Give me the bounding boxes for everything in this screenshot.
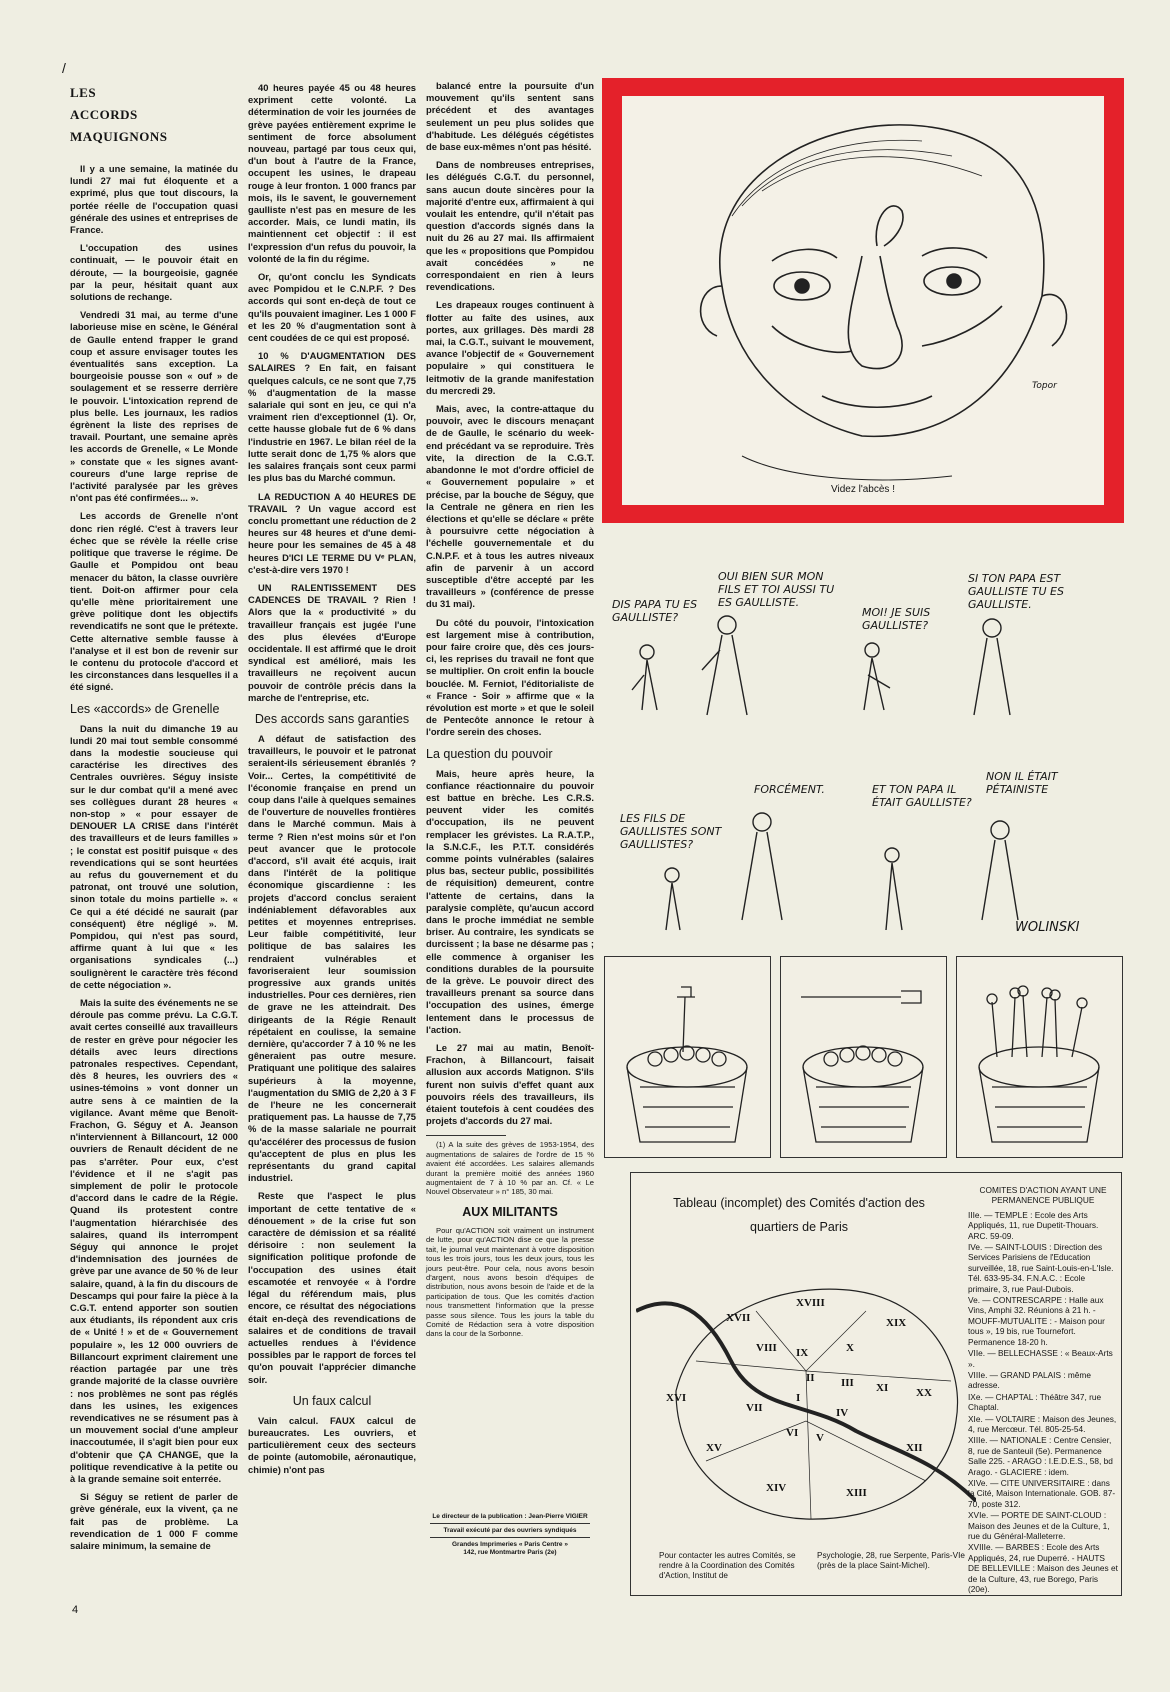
arrondissement-label: XX bbox=[916, 1387, 932, 1399]
paragraph: 40 heures payée 45 ou 48 heures expriment cette volonté. La détermination de voir les journées de grève payées entièrement exprime le sentiment de force absolument nouveau, partagé par tous ceux qui, d'un bout à l'autre de la France, occupent les usines, le drapeau rouge à leur fronton. 1 000 francs par mois, ils le savent, le gouvernement gaulliste n'est pas en mesure de les accorder. Mais, ce lundi matin, ils maintiennent cet objectif : il est l'expression d'un refus du pouvoir, la volonté de la fin du régime. bbox=[248, 82, 416, 264]
headline-line: ACCORDS bbox=[70, 107, 138, 122]
committee-entry: IIIe. — TEMPLE : Ecole des Arts Appliqués, 11, rue Dupetit-Thouars. ARC. 59-09. bbox=[968, 1209, 1099, 1241]
map-footer-right: Psychologie, 28, rue Serpente, Paris-VIe (près de la place Saint-Michel). bbox=[817, 1551, 965, 1570]
illustration-panel bbox=[956, 956, 1123, 1158]
committees-heading: COMITES D'ACTION AYANT UNE PERMANENCE PUBLIQUE bbox=[979, 1185, 1107, 1206]
comic-bubble: MOI! JE SUIS GAULLISTE? bbox=[862, 606, 931, 632]
arrondissement-label: VIII bbox=[756, 1342, 777, 1354]
headline-line: MAQUIGNONS bbox=[70, 129, 168, 144]
arrondissement-label: VI bbox=[786, 1427, 799, 1439]
article-column-2 bbox=[248, 82, 416, 1482]
footnote: (1) A la suite des grèves de 1953-1954, des augmentations de salaires de l'ordre de 15 % avaient été accordées. Les salaires allemands durant la première moitié des années 1960 augmentaient de 7 à 10 % par an. Cf. « Le Nouvel Observateur » n° 185, 30 mai. bbox=[426, 1140, 594, 1197]
paragraph: UN RALENTISSEMENT DES CADENCES DE TRAVAIL ? Rien ! Alors que la « productivité » du travailleur français est jugée l'une des plus élevées d'Europe occidentale. Il est affirmé que le droit syndical est amélioré, mais les travailleurs ne reçoivent aucun pouvoir de contrôle précis dans la marche de l'entreprise, etc. bbox=[248, 581, 416, 703]
paragraph: Si Séguy se retient de parler de grève générale, eux la vivent, ça ne fait pas de problème. La revendication de 1 000 F comme salaire minimum, la semaine de bbox=[70, 1491, 238, 1551]
arrondissement-label: II bbox=[806, 1372, 815, 1384]
paragraph: Dans la nuit du dimanche 19 au lundi 20 mai tout semble consommé dans la modestie soucieuse qui caractérise les directives des Centrales ouvrières. Séguy insiste sur le dur combat qu'il a mené avec ses collègues durant 28 heures « non-stop » « pour essayer de DENOUER LA CRISE dans l'intérêt des travailleurs et de leurs familles » ; le constat est positif puisque « des revendications qui se sont heurtées au refus du gouvernement et du patronat, ont trouvé une solution, sinon totale du moins partielle ». « Ce qui a été décidé ne saurait (par conséquent) être négligé ». M. Pompidou, qui n'est pas sourd, affirme quant à lui que « les organisations syndicales (...) soulignèrent le caractère très fécond de cette négociation ». bbox=[70, 722, 238, 990]
comic-bubble: SI TON PAPA EST GAULLISTE TU ES GAULLISTE. bbox=[968, 572, 1064, 611]
arrondissement-label: XIX bbox=[886, 1317, 907, 1329]
arrondissement-label: XVII bbox=[726, 1312, 751, 1324]
arrondissement-label: VII bbox=[746, 1402, 763, 1414]
militants-text: Pour qu'ACTION soit vraiment un instrument de lutte, pour qu'ACTION dise ce que la presse tait, le journal veut maintenant à votre disposition tous les trois jours, tous les deux jours, tous les jours peut-être. Pour cela, nous avons besoin d'argent, nous avons besoin d'équipes de distribution, nous avons besoin de l'aide et de la participation de tous. Que les comités d'action nous transmettent l'information que la presse passe sous silence. Tous les jours la table du Comité de Rédaction sera à votre disposition dans la cour de la Sorbonne. bbox=[426, 1225, 594, 1339]
paragraph: Mais, avec, la contre-attaque du pouvoir, avec le discours menaçant de de Gaulle, le scénario du week-end précédant va se reproduire. Très vite, la direction de la C.G.T. abandonne le mot d'ordre officiel de « Gouvernement populaire » et précise, par la bouche de Séguy, que la Centrale ne gênera en rien les élections et qu'elle se déclare « prête à poursuivre cette négociation à l'échelle gouvernementale et du C.N.P.F. et à tous les autres niveaux afin de parvenir à un accord susceptible d'être accepté par les travailleurs » (conférence de presse du 31 mai). bbox=[426, 403, 594, 610]
basket-drawing bbox=[957, 957, 1122, 1157]
committees-list bbox=[968, 1185, 1118, 1595]
paragraph: Mais la suite des événements ne se déroule pas comme prévu. La C.G.T. avait certes conseillé aux travailleurs de rester en grève pour négocier les détails avec leurs directions patronales respectives. Cependant, dès 8 heures, les ouvriers des « usines-témoins » vont donner un autre sens à ce maintien de la vigilance. Avant même que Benoît-Frachon, G. Séguy et A. Jeanson n'interviennent à Billancourt, 12 000 ouvriers de Renault décident de ne pas s'arrêter. Pour eux, c'est l'évidence et il ne s'agit pas simplement de polir le protocole d'accord dans le cadre de la Régie. Quand ils protestent contre l'augmentation hiérarchisée des salaires, quand ils interrompent Séguy qui annonce le projet d'indemnisation des journées de grève par une avance de 50 % de leur salaire, quand, à la fin du discours de Descamps qui pour faire la pièce à la C.G.T. entend apporter son soutien aux étudiants, ils répondent aux cris de « Unité ! » et de « Gouvernement populaire », les 12 000 ouvriers de Billancourt expriment clairement une réaction partagée par une très grande majorité de la classe ouvrière : nos problèmes ne sont pas réglés dans les usines, les exigences revendicatives ne se résument pas à un mouvement social d'une ampleur inaccoutumée, il s'agit bien pour eux d'obtenir que ÇA CHANGE, que la politique revendicative à la petite ou à la grande semaine soit enterrée. bbox=[70, 997, 238, 1484]
cartoon-signature: Topor bbox=[1032, 381, 1057, 391]
cartoon-panel bbox=[622, 96, 1104, 505]
committee-entry: XIVe. — CITE UNIVERSITAIRE : dans la Cité, Maison Internationale. GOB. 87-70, poste 312. bbox=[968, 1477, 1116, 1509]
subheading: Un faux calcul bbox=[292, 1393, 372, 1408]
paragraph: Du côté du pouvoir, l'intoxication est largement mise à contribution, pour faire croire que, dès ces jours-ci, les reprises du travail ne font que se multiplier. On croit enfin la boucle bouclée. M. Ferniot, l'éditorialiste de « France - Soir » affirme que « la révolution est morte » et que le soleil de Pentecôte annonce le retour à l'ordre serein des choses. bbox=[426, 616, 594, 738]
arrondissement-label: IX bbox=[796, 1347, 809, 1359]
footnote-rule bbox=[426, 1135, 506, 1136]
article-column-1 bbox=[70, 163, 238, 1558]
basket-drawing bbox=[605, 957, 770, 1157]
paragraph: A défaut de satisfaction des travailleurs, le pouvoir et le patronat seraient-ils sérieusement ébranlés ? Voir... Certes, la compétitivité de l'économie française en prend un coup dans l'aile à quelques semaines de l'ouverture de nouvelles frontières dans le Marché commun. Mais à terme ? Rien n'est moins sûr et l'on peut avancer que le protocole d'accord, s'il avait été acquis, irait dans l'intérêt de la politique économique giscardienne : les projets d'accord conclus seraient indéniablement défavorables aux petites et moyennes entreprises. Leur faible compétitivité, leur politique de bas salaires les rendraient vulnérables et favoriseraient leur soumission progressive aux grands unités industrielles. Pour ces dernières, rien de grave ne les atteindrait. Des dirigeants de la Régie Renault répétaient en coulisse, la semaine dernière, qu'accorder 7 à 10 % ne les gêneraient pas outre mesure. Pratiquant une politique des salaires supérieurs à la moyenne, l'augmentation du SMIG de 2,20 à 3 F de l'heure ne les concernerait pratiquement pas. La hausse de 7,75 % de la masse salariale ne pourrait qu'accélérer des processus de fusion qu'acceptent de plus en plus les représentants du grand capital industriel. bbox=[248, 732, 416, 1184]
headline-line: LES bbox=[70, 85, 97, 100]
subheading: Des accords sans garanties bbox=[254, 711, 410, 726]
comic-bubble: ET TON PAPA IL ÉTAIT GAULLISTE? bbox=[872, 783, 972, 809]
arrondissement-label: V bbox=[816, 1432, 824, 1444]
imprint-line: 142, rue Montmartre Paris (2e) bbox=[463, 1549, 557, 1556]
cartoon-frame bbox=[602, 78, 1124, 523]
paragraph: Vain calcul. FAUX calcul de bureaucrates. Les ouvriers, et particulièrement ceux des secteurs de pointe (automobile, aéronautique, chimie) n'ont pas bbox=[248, 1414, 416, 1475]
paragraph: Dans de nombreuses entreprises, les délégués C.G.T. du personnel, sans aucun doute sincères pour la majorité d'entre eux, affirmaient à qui voulait les entendre, qu'il n'était pas question d'accords signés dans la nuit du 26 au 27 mai. Ils affirmaient que les « propositions que Pompidou avait concédées » ne correspondaient en rien à leurs revendications. bbox=[426, 159, 594, 293]
paris-map bbox=[636, 1251, 976, 1551]
basket-drawing bbox=[781, 957, 946, 1157]
comic-bubble: FORCÉMENT. bbox=[754, 783, 825, 796]
arrondissement-label: XIV bbox=[766, 1482, 787, 1494]
subheading: Les «accords» de Grenelle bbox=[70, 701, 220, 716]
arrondissement-label: XIII bbox=[846, 1487, 867, 1499]
comic-bubble: DIS PAPA TU ES GAULLISTE? bbox=[612, 598, 698, 624]
arrondissement-label: IV bbox=[836, 1407, 849, 1419]
committee-entry: Ve. — CONTRESCARPE : Halle aux Vins, Amphi 32. Réunions à 21 h. - MOUFF-MUTUALITE : - Maison pour tous », 19 bis, rue Tournefort. Permanence 18-20 h. bbox=[968, 1295, 1105, 1347]
arrondissement-label: I bbox=[796, 1392, 801, 1404]
paragraph: Or, qu'ont conclu les Syndicats avec Pompidou et le C.N.P.F. ? Des accords qui sont en-deçà de tout ce qu'ils pouvaient imaginer. Les 1 000 F et les 20 % d'augmentation sont à cent coudées de ce qui est proposé. bbox=[248, 271, 416, 344]
paragraph: Le 27 mai au matin, Benoît-Frachon, à Billancourt, faisait allusion aux accords Matignon. S'ils furent non suivis d'effet quant aux pouvoirs réels des travailleurs, ils étaient toutefois à cent coudées des projets d'accords du 27 mai. bbox=[426, 1042, 594, 1127]
committee-entry: VIIIe. — GRAND PALAIS : même adresse. bbox=[968, 1369, 1091, 1391]
imprint-line: Grandes Imprimeries « Paris Centre » bbox=[452, 1541, 568, 1548]
paragraph: LA REDUCTION A 40 HEURES DE TRAVAIL ? Un vague accord est conclu promettant une réduction de 2 heures sur 48 heures et d'une demi-heure pour les semaines de 45 à 48 heures D'ICI LE TERME DU Vᵉ PLAN, c'est-à-dire vers 1970 ! bbox=[248, 490, 416, 575]
map-footer-left: Pour contacter les autres Comités, se rendre à la Coordination des Comités d'Action, Institut de bbox=[659, 1551, 796, 1580]
committee-entry: XVIe. — PORTE DE SAINT-CLOUD : Maison des Jeunes et de la Culture, 1, rue du Général-Malleterre. bbox=[968, 1510, 1110, 1541]
paragraph: Mais, heure après heure, la confiance réactionnaire du pouvoir est battue en brèche. Les C.R.S. peuvent vider les comités d'occupation, ils ne peuvent remplacer les grévistes. La R.A.T.P., la S.N.C.F., les P.T.T. considérés comme points vulnérables (salaires plus bas, secteur public, possibilités de réquisition) demeurent, contre l'attente de certains, dans la paralysie complète, qu'aucun accord dans le proche immédiat ne semble briser. Au contraire, les syndicats se durcissent ; la base ne désarme pas ; elle commence à organiser les conditions durables de la poursuite de la grève. Le pouvoir direct des travailleurs prenant sa source dans l'occupation des usines, émerge lentement dans le processus de l'action. bbox=[426, 767, 594, 1035]
page-number: 4 bbox=[72, 1604, 79, 1616]
paragraph: balancé entre la poursuite d'un mouvement qu'ils sentent sans précédent et des avantages seulement un peu plus solides que d'habitude. Les délégués cégétistes de base eux-mêmes n'ont pas hésité. bbox=[426, 80, 594, 153]
arrondissement-label: III bbox=[841, 1377, 854, 1389]
comic-signature: WOLINSKI bbox=[1015, 920, 1080, 935]
arrondissement-label: XI bbox=[876, 1382, 889, 1394]
article-column-3 bbox=[426, 80, 594, 1345]
paragraph: Vendredi 31 mai, au terme d'une laborieuse mise en scène, le Général de Gaulle entend frapper le grand coup et assure envisager toutes les éventualités sans exception. La bourgeoisie pousse son « ouf » de soulagement et se resserre derrière le pouvoir. L'intoxication reprend de plus belle. Les journaux, les radios égrènent la liste des reprises de travail. Pourtant, une semaine après les accords de Grenelle, « Le Monde » constate que « les signes avant-coureurs d'une large reprise de l'activité paralysée par les grèves n'ont pas été confirmées... ». bbox=[70, 309, 238, 504]
illustration-panel bbox=[780, 956, 947, 1158]
paragraph: Reste que l'aspect le plus important de cette tentative de « dénouement » de la crise fut son caractère de démission et sa réalité dérisoire : non seulement la signification politique profonde de l'occupation des usines était escamotée et renvoyée « à l'ordre légal du référendum mais, plus encore, ce résultat des négociations était en-deçà des revendications de salaires et de conditions de travail actuelles rendues à l'évidence possibles par le rapport de forces tel qu'on pouvait l'apprécier dimanche soir. bbox=[248, 1190, 416, 1385]
arrondissement-label: X bbox=[846, 1342, 854, 1354]
militants-heading: AUX MILITANTS bbox=[462, 1204, 558, 1219]
paragraph: L'occupation des usines continuait, — le pouvoir était en déroute, — la bourgeoisie, gagnée par la peur, hésitait quant aux solutions de rechange. bbox=[70, 242, 238, 303]
committee-entry: IVe. — SAINT-LOUIS : Direction des Services Parisiens de l'Education surveillée, 18, rue Saint-Louis-en-L'Isle. Tél. 633-95-34. F.N.A.C. : Ecole primaire, 3, rue Paul-Dubois. bbox=[968, 1242, 1114, 1294]
comic-figures-row1 bbox=[602, 580, 1122, 730]
comic-bubble: NON IL ÉTAIT PÉTAINISTE bbox=[986, 770, 1058, 796]
comic-bubble: LES FILS DE GAULLISTES SONT GAULLISTES? bbox=[620, 812, 722, 851]
paragraph: Il y a une semaine, la matinée du lundi 27 mai fut éloquente et a exprimé, plus que tout discours, la portée réelle de l'occupation quasi générale des usines et entreprises de France. bbox=[70, 163, 238, 236]
paragraph: Les accords de Grenelle n'ont donc rien réglé. C'est à travers leur échec que se révèle la réelle crise politique que traverse le régime. De Gaulle et Pompidou ont beau menacer du bâton, la classe ouvrière tient. Doit-on affirmer pour cela qu'elle mène prioritairement une grève politique dont les objectifs revendicatifs ne sont que le prétexte. Cette alternative semble fausse à l'analyse et il est bon de revenir sur le contenu du protocole d'accord et les circonstances dans lesquelles il a été signé. bbox=[70, 510, 238, 693]
illustration-panel bbox=[604, 956, 771, 1158]
comic-bubble: OUI BIEN SUR MON FILS ET TOI AUSSI TU ES GAULLISTE. bbox=[718, 570, 835, 609]
corner-mark: / bbox=[62, 60, 66, 76]
subheading: La question du pouvoir bbox=[426, 746, 553, 761]
arrondissement-label: XII bbox=[906, 1442, 923, 1454]
committee-entry: XIIIe. — NATIONALE : Centre Censier, 8, rue de Santeuil (5e). Permanence Salle 225. - ARAGO : I.E.D.E.S., 58, bd Arago. - GLACIERE : idem. bbox=[968, 1435, 1113, 1477]
committee-entry: XIe. — VOLTAIRE : Maison des Jeunes, 4, rue Mercœur. Tél. 805-25-54. bbox=[968, 1413, 1117, 1434]
arrondissement-label: XV bbox=[706, 1442, 722, 1454]
arrondissement-label: XVIII bbox=[796, 1297, 825, 1309]
imprint-line: Travail exécuté par des ouvriers syndiqués bbox=[430, 1527, 590, 1538]
imprint bbox=[430, 1513, 590, 1557]
article-headline bbox=[70, 82, 167, 148]
committee-entry: IXe. — CHAPTAL : Théâtre 347, rue Chaptal. bbox=[968, 1391, 1102, 1413]
cartoon-caption: Videz l'abcès ! bbox=[831, 484, 895, 495]
committee-entry: VIIe. — BELLECHASSE : « Beaux-Arts ». bbox=[968, 1348, 1113, 1369]
committee-entry: XVIIIe. — BARBES : Ecole des Arts Appliqués, 24, rue Duperré. - HAUTS DE BELLEVILLE : Maison des Jeunes et de la Culture, 43, rue Borego, Paris (20e). bbox=[968, 1542, 1118, 1595]
arrondissement-label: XVI bbox=[666, 1392, 687, 1404]
paragraph: Les drapeaux rouges continuent à flotter au faîte des usines, aux portes, aux grillages. Dès mardi 28 mai, la C.G.T., suivant le mouvement, avance l'objectif de « Gouvernement populaire » qui constituera le leitmotiv de la grande manifestation du mercredi 29. bbox=[426, 299, 594, 396]
map-title: Tableau (incomplet) des Comités d'action des quartiers de Paris bbox=[673, 1196, 925, 1234]
imprint-line: Le directeur de la publication : Jean-Pierre VIGIER bbox=[430, 1513, 590, 1524]
paragraph: 10 % D'AUGMENTATION DES SALAIRES ? En fait, en faisant quelques calculs, ce ne sont que 7,75 % d'augmentation de la masse salariale qui sont en jeu, ce qui n'a vraiment rien d'exceptionnel (1). Or, cette hausse globale fut de 6 % dans l'industrie en 1967. Le bilan réel de la lutte serait donc de 1,75 % alors que les salaires français sont ceux parmi les plus bas du Marché commun. bbox=[248, 350, 416, 484]
face-drawing bbox=[622, 96, 1104, 505]
